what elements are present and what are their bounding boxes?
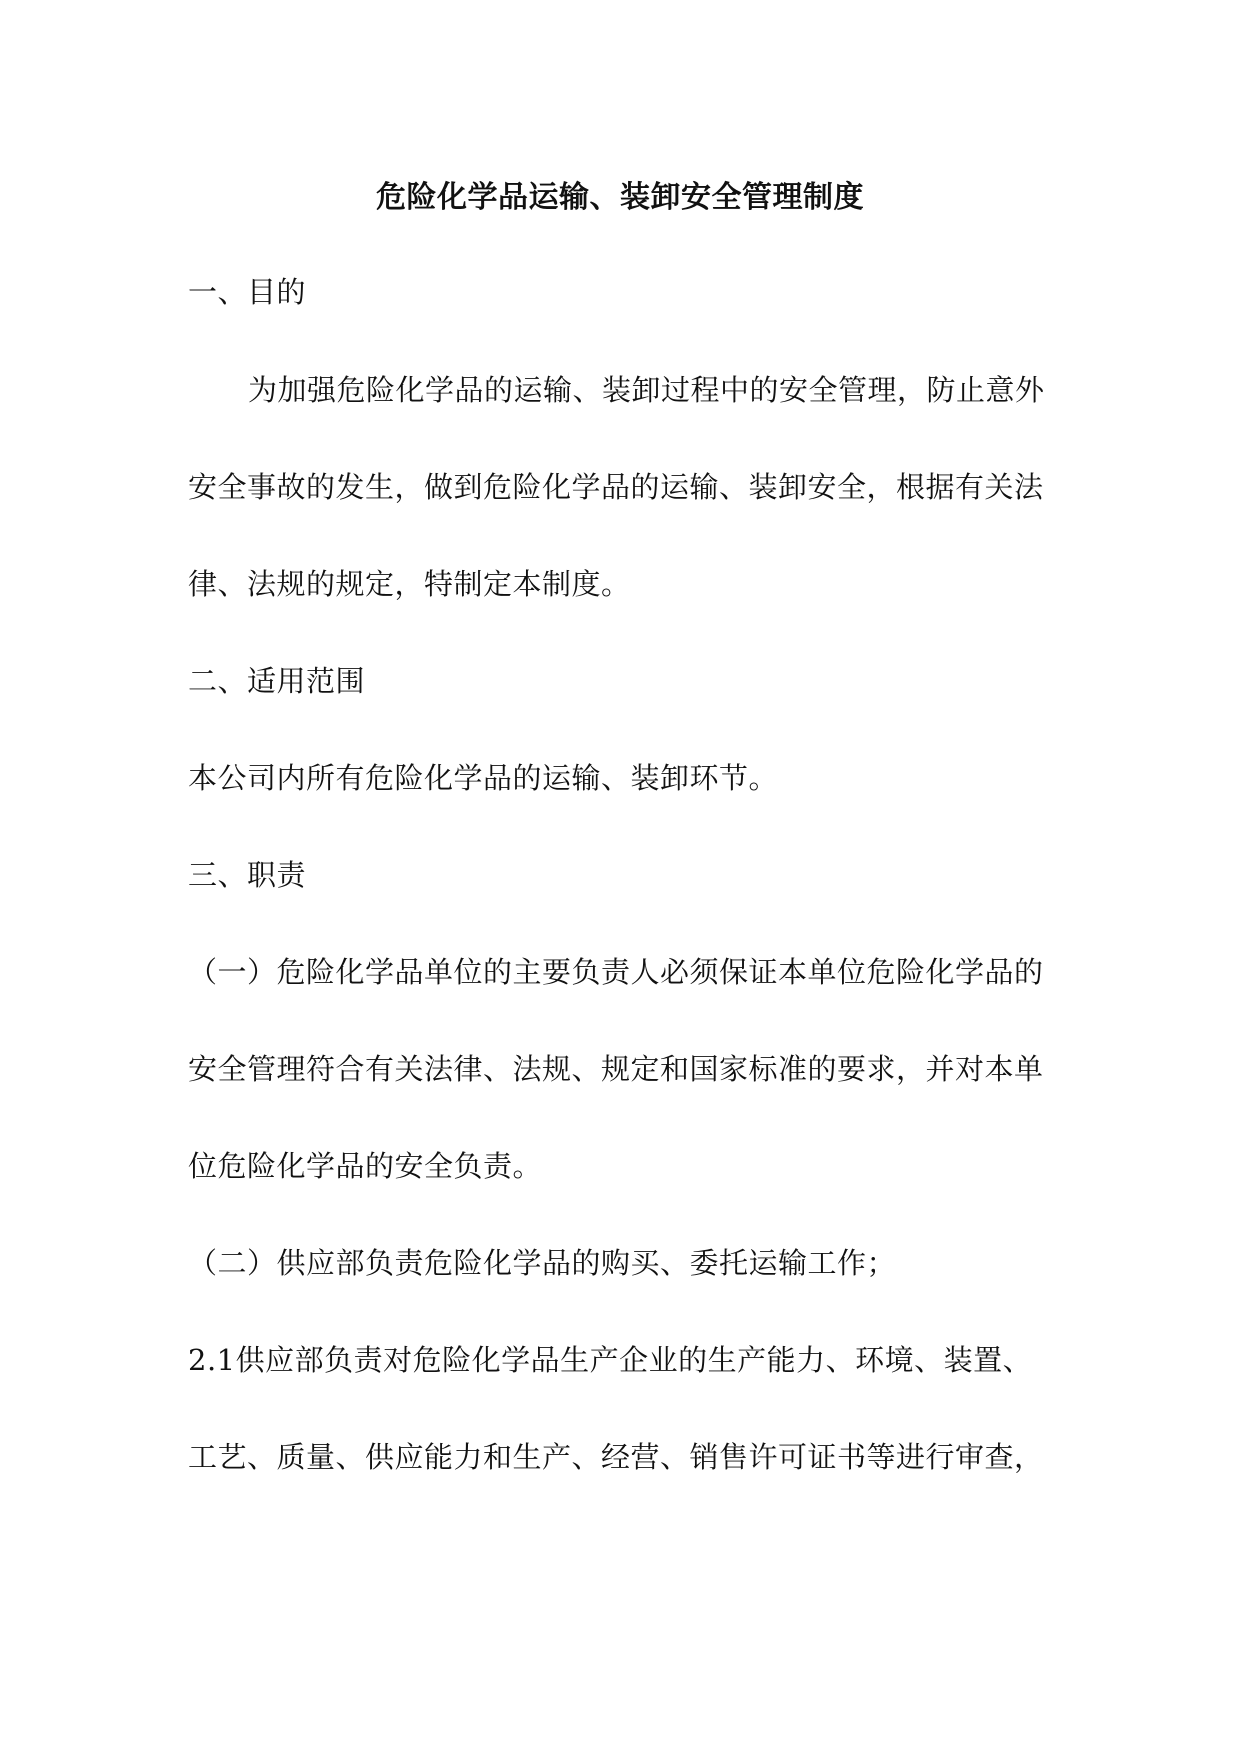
paragraph-line: 本公司内所有危险化学品的运输、装卸环节。 xyxy=(188,761,779,795)
document-title: 危险化学品运输、装卸安全管理制度 xyxy=(376,180,864,215)
paragraph-line: 安全管理符合有关法律、法规、规定和国家标准的要求，并对本单 xyxy=(188,1052,1044,1086)
paragraph-line: 律、法规的规定，特制定本制度。 xyxy=(188,567,631,601)
paragraph-line: （二）供应部负责危险化学品的购买、委托运输工作； xyxy=(188,1246,897,1280)
paragraph-line: （一）危险化学品单位的主要负责人必须保证本单位危险化学品的 xyxy=(188,955,1044,989)
paragraph-line: 为加强危险化学品的运输、装卸过程中的安全管理，防止意外 xyxy=(248,373,1045,407)
paragraph-line: 位危险化学品的安全负责。 xyxy=(188,1149,543,1183)
section-heading-scope: 二、适用范围 xyxy=(188,664,366,698)
paragraph-line: 工艺、质量、供应能力和生产、经营、销售许可证书等进行审查， xyxy=(188,1440,1044,1474)
paragraph-line: 2.1供应部负责对危险化学品生产企业的生产能力、环境、装置、 xyxy=(188,1343,1033,1377)
section-heading-purpose: 一、目的 xyxy=(188,275,307,309)
section-heading-responsibilities: 三、职责 xyxy=(188,858,307,892)
paragraph-line: 安全事故的发生，做到危险化学品的运输、装卸安全，根据有关法 xyxy=(188,470,1044,504)
